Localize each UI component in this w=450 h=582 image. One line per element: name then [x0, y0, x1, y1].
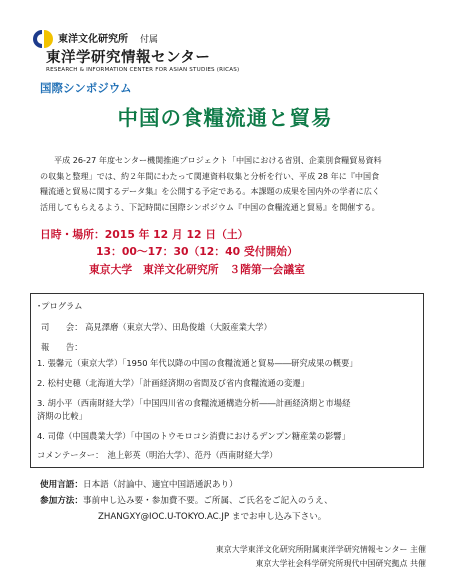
report-item	[37, 357, 358, 369]
report-text: 司偉（中国農業大学）「中国のトウモロコシ消費におけるデンプン糖産業の影響」	[47, 431, 350, 441]
language-value: 日本語（討論中、適宜中国語通訳あり）	[82, 480, 238, 490]
commentator-line: コメンテーター： 池上彰英（明治大学）、范丹（西南財経大学）	[37, 450, 278, 460]
event-type-label: 国際シンポジウム	[40, 81, 132, 95]
reports-label: 報 告：	[41, 342, 83, 352]
report-number: 4.	[37, 431, 45, 441]
event-time: 13：00～17：30（12：40 受付開始）	[96, 245, 298, 258]
hosts-block	[216, 543, 426, 571]
report-text: 胡小平（西南財経大学）「中国四川省の食糧流通構造分析――計画経済期と市場経	[47, 398, 351, 408]
report-item	[37, 430, 350, 442]
program-heading: ･プログラム	[37, 301, 83, 311]
contact-email-line: ZHANGXY@IOC.U-TOKYO.AC.JP までお申し込み下さい。	[98, 512, 327, 522]
host-organizer: 東京大学東洋文化研究所附属東洋学研究情報センター 主催	[215, 545, 426, 554]
event-title: 中国の食糧流通と貿易	[117, 106, 333, 130]
intro-line: 糧流通と貿易に関するデータ集』を公開する予定である。本課題の成果を国内外の学者に広く	[40, 186, 380, 197]
event-venue: 東京大学 東洋文化研究所 ３階第一会議室	[89, 263, 305, 276]
report-text: 張馨元（東京大学）「1950 年代以降の中国の食糧流通と貿易――研究成果の概要」	[47, 358, 358, 368]
language-label: 使用言語：	[40, 480, 83, 490]
intro-line: 平成 26-27 年度センター機関推進プロジェクト「中国における省別、企業別食糧貿易資料	[54, 155, 382, 165]
host-cosponsor: 東京大学社会科学研究所現代中国研究拠点 共催	[255, 559, 426, 568]
report-number: 1.	[37, 358, 45, 368]
report-text-continued: 済期の比較」	[37, 411, 87, 421]
participation-label: 参加方法：	[40, 496, 83, 506]
institute-name-text: 東洋文化研究所	[58, 34, 128, 45]
report-number: 2.	[37, 378, 45, 388]
event-date: 2015 年 12 月 12 日（土）	[104, 228, 249, 241]
institute-name	[58, 30, 158, 45]
center-name: 東洋学研究情報センター	[46, 50, 211, 66]
report-item	[37, 397, 350, 409]
intro-line: 活用してもらえるよう、下記時間に国際シンポジウム『中国の食糧流通と貿易』を開催する。	[40, 201, 380, 212]
report-item	[37, 377, 309, 389]
center-english-name: RESEARCH & INFORMATION CENTER FOR ASIAN STUDIES (RICAS)	[46, 67, 240, 73]
report-text: 松村史穂（北海道大学）「計画経済期の省間及び省内食糧流通の変遷」	[47, 378, 309, 388]
moderator-line: 司 会： 高見澤磨（東京大学）、田島俊雄（大阪産業大学）	[41, 322, 272, 332]
affiliation-text: 付属	[140, 35, 159, 45]
program-box	[30, 293, 424, 468]
report-number: 3.	[37, 398, 45, 408]
intro-paragraph	[40, 153, 416, 215]
datetime-label: 日時・場所：	[40, 228, 105, 241]
intro-line: の収集と整理」では、約２年間にわたって関連資料収集と分析を行い、平成 28 年に『中国食	[40, 170, 380, 181]
participation-value: 事前申し込み要・参加費不要。ご所属、ご氏名をご記入のうえ、	[82, 496, 333, 506]
